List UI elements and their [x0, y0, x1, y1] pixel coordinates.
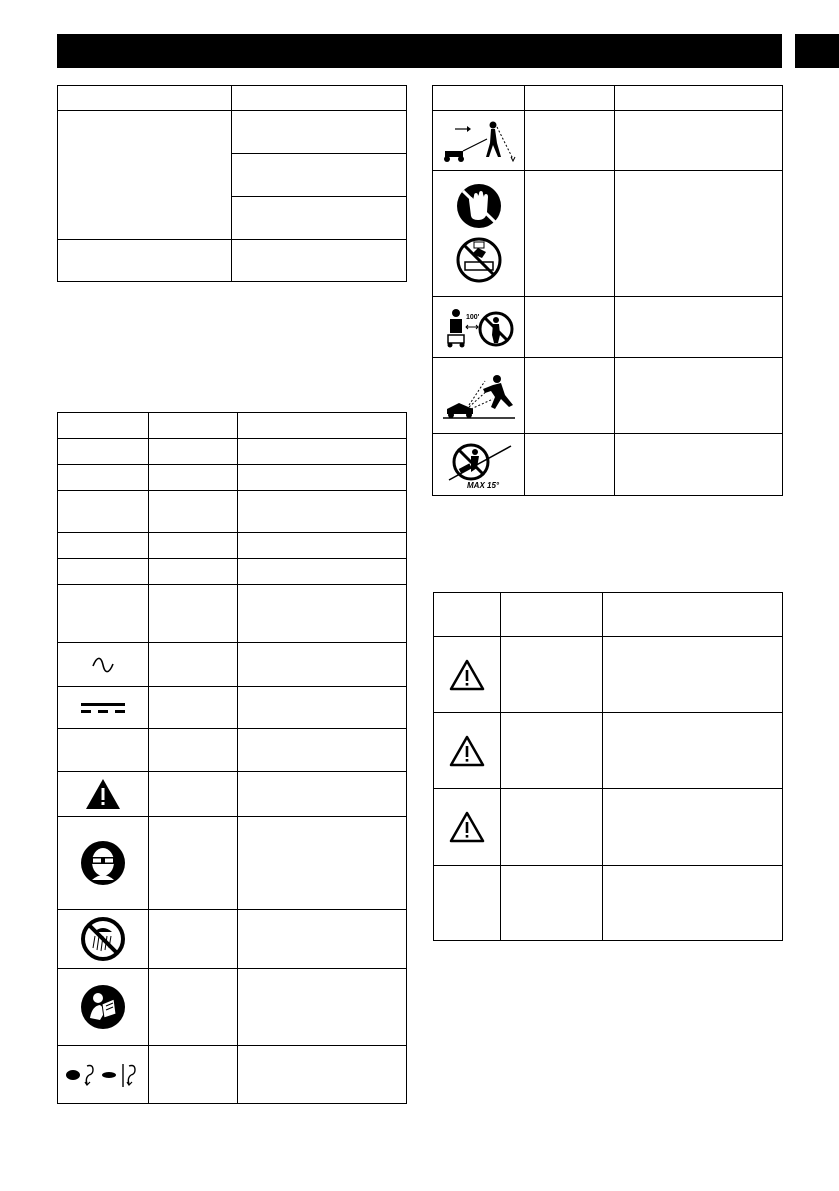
table-cell — [149, 687, 238, 729]
table-cell — [501, 637, 603, 713]
section-header-bar — [57, 34, 782, 68]
table-cell — [238, 559, 407, 585]
symbols-table — [57, 412, 407, 1104]
header-cell — [525, 86, 615, 111]
table-cell — [58, 729, 149, 772]
table-cell — [149, 772, 238, 817]
table-cell — [238, 1046, 407, 1104]
table-cell — [603, 713, 783, 789]
header-cell — [238, 413, 407, 439]
max-slope-icon — [433, 434, 525, 496]
table-cell — [238, 491, 407, 533]
table-cell — [603, 637, 783, 713]
table-cell — [149, 729, 238, 772]
table-cell — [615, 434, 783, 496]
table-cell — [149, 643, 238, 687]
table-cell — [58, 533, 149, 559]
header-cell — [603, 593, 783, 637]
table-cell — [149, 533, 238, 559]
table-cell — [603, 866, 783, 941]
table-cell — [603, 789, 783, 866]
keep-hands-away-icon — [433, 171, 525, 297]
table-cell — [238, 585, 407, 643]
table-cell — [149, 585, 238, 643]
table-cell — [238, 643, 407, 687]
table-cell — [232, 111, 407, 154]
warning-triangle-outline-icon — [434, 713, 501, 789]
header-cell — [58, 413, 149, 439]
header-cell — [501, 593, 603, 637]
table-cell — [58, 439, 149, 465]
read-manual-icon — [58, 969, 149, 1046]
table-cell — [58, 559, 149, 585]
table-cell — [149, 817, 238, 910]
blade-adjust-icon — [58, 1046, 149, 1104]
language-tab — [795, 34, 839, 68]
table-cell — [58, 111, 232, 240]
table-cell — [238, 687, 407, 729]
table-cell — [434, 866, 501, 941]
table-cell — [501, 713, 603, 789]
table-cell — [238, 533, 407, 559]
wear-eye-protection-icon — [58, 817, 149, 910]
table-cell — [58, 240, 232, 282]
table-cell — [238, 439, 407, 465]
table-cell — [501, 789, 603, 866]
header-cell — [433, 86, 525, 111]
table-cell — [615, 297, 783, 358]
svg-text:100': 100' — [465, 314, 479, 321]
table-cell — [238, 729, 407, 772]
table-cell — [615, 358, 783, 434]
left-top-table — [57, 85, 407, 282]
table-cell — [149, 559, 238, 585]
table-cell — [238, 910, 407, 969]
no-rain-icon — [58, 910, 149, 969]
table-cell — [149, 1046, 238, 1104]
table-cell — [149, 910, 238, 969]
table-cell — [232, 154, 407, 197]
table-cell — [238, 969, 407, 1046]
table-cell — [238, 772, 407, 817]
signal-words-table — [433, 592, 783, 941]
table-cell — [525, 171, 615, 297]
warning-triangle-icon — [58, 772, 149, 817]
table-cell — [58, 491, 149, 533]
table-cell — [525, 358, 615, 434]
table-cell — [238, 817, 407, 910]
keep-children-away-icon — [433, 297, 525, 358]
header-cell — [434, 593, 501, 637]
safety-icons-table — [432, 85, 783, 496]
table-cell — [149, 465, 238, 491]
table-cell — [615, 111, 783, 171]
table-cell — [238, 465, 407, 491]
table-cell — [525, 434, 615, 496]
bystanders-distance-icon — [433, 111, 525, 171]
table-cell — [525, 111, 615, 171]
header-cell — [149, 413, 238, 439]
table-cell — [149, 439, 238, 465]
warning-triangle-outline-icon — [434, 789, 501, 866]
thrown-objects-icon — [433, 358, 525, 434]
table-cell — [232, 240, 407, 282]
table-cell — [58, 86, 232, 111]
table-cell — [58, 585, 149, 643]
direct-current-icon — [58, 687, 149, 729]
table-cell — [615, 171, 783, 297]
table-cell — [232, 197, 407, 240]
alternating-current-icon — [58, 643, 149, 687]
table-cell — [149, 969, 238, 1046]
table-cell — [149, 491, 238, 533]
max-slope-label: MAX 15° — [466, 480, 499, 490]
table-cell — [232, 86, 407, 111]
table-cell — [525, 297, 615, 358]
header-cell — [615, 86, 783, 111]
warning-triangle-outline-icon — [434, 637, 501, 713]
table-cell — [501, 866, 603, 941]
table-cell — [58, 465, 149, 491]
